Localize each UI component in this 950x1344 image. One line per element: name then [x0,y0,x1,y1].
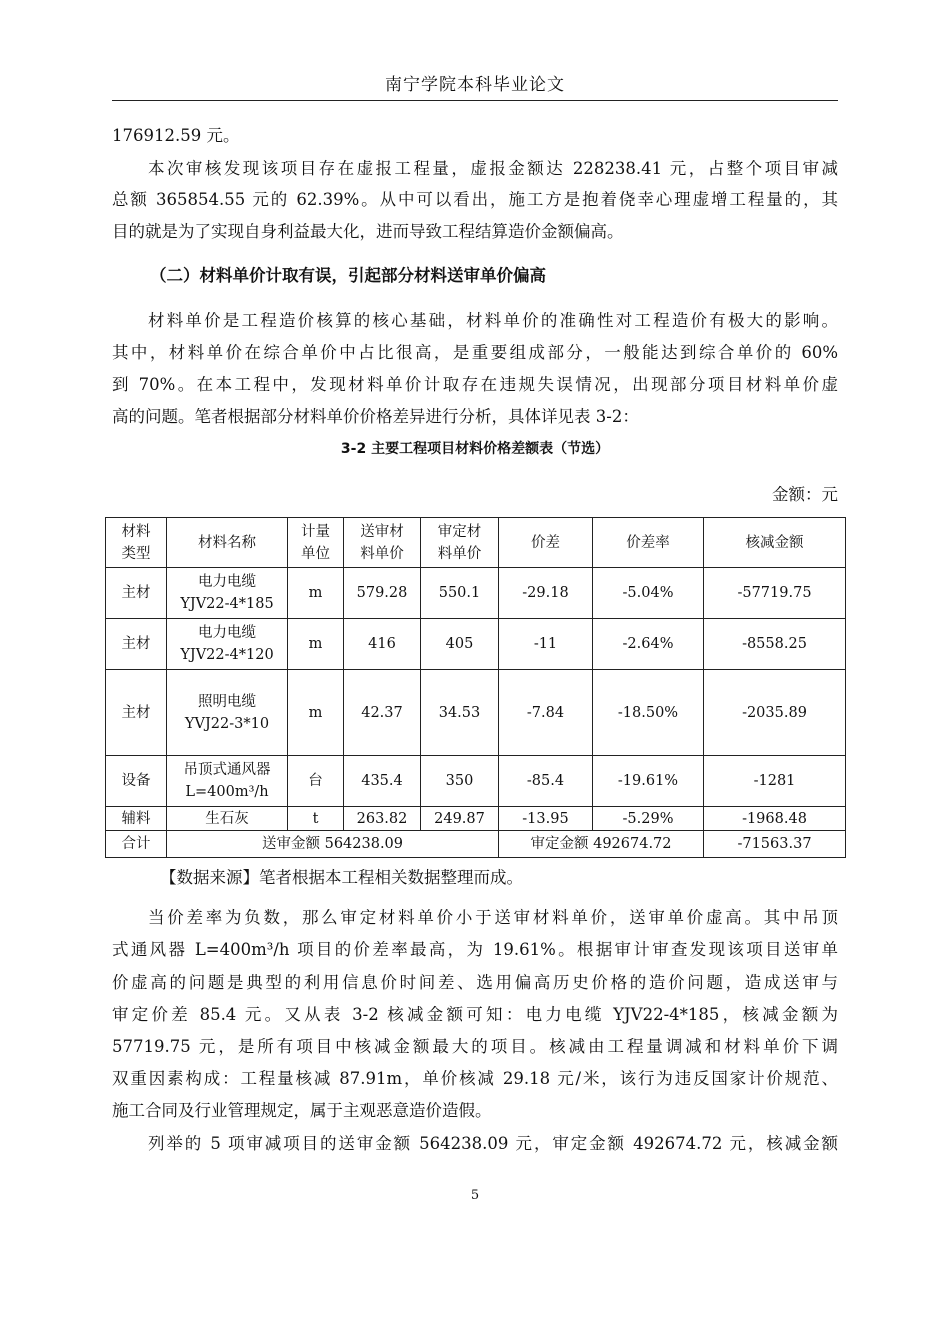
cell: m [288,568,344,619]
text-line: 本次审核发现该项目存在虚报工程量，虚报金额达 228238.41 元，占整个项目审减 [148,159,838,178]
cell: -71563.37 [704,831,846,858]
header-cell: 计量 单位 [288,518,344,568]
cell: 合计 [106,831,167,858]
cell: -57719.75 [704,568,846,619]
table-header-row [106,518,846,568]
header-cell: 材料名称 [167,518,288,568]
header-cell: 审定材 料单价 [421,518,499,568]
text-line: 176912.59 元。 [112,126,240,145]
cell: 249.87 [421,807,499,831]
table-unit: 金额：元 [772,485,838,504]
cell: -85.4 [499,756,593,807]
cell: m [288,670,344,756]
table-row [106,756,846,807]
header-cell: 送审材 料单价 [344,518,421,568]
price-difference-table [105,517,846,858]
cell: 主材 [106,568,167,619]
cell: 405 [421,619,499,670]
text-line: 总额 365854.55 元的 62.39%。从中可以看出，施工方是抱着侥幸心理虚增工程量的，其 [112,190,838,209]
cell: 263.82 [344,807,421,831]
cell: 审定金额 492674.72 [499,831,704,858]
cell: -29.18 [499,568,593,619]
cell: -1968.48 [704,807,846,831]
cell: 吊顶式通风器 L=400m³/h [167,756,288,807]
table-row [106,670,846,756]
header-cell: 核减金额 [704,518,846,568]
table-title: 3-2 主要工程项目材料价格差额表（节选） [340,441,610,457]
cell: -1281 [704,756,846,807]
cell: -5.04% [593,568,704,619]
cell: -8558.25 [704,619,846,670]
table-total-row [106,831,846,858]
table-row [106,619,846,670]
header-rule [112,100,838,101]
cell: -7.84 [499,670,593,756]
cell: 设备 [106,756,167,807]
cell: 579.28 [344,568,421,619]
text-line: 审定价差 85.4 元。又从表 3-2 核减金额可知：电力电缆 YJV22-4*185，核减金额为 [112,1005,838,1024]
cell: 送审金额 564238.09 [167,831,499,858]
page-number: 5 [470,1188,480,1203]
text-line: 其中，材料单价在综合单价中占比很高，是重要组成部分，一般能达到综合单价的 60% [112,343,838,362]
cell: -13.95 [499,807,593,831]
cell: 34.53 [421,670,499,756]
cell: 42.37 [344,670,421,756]
table-source-note: 【数据来源】笔者根据本工程相关数据整理而成。 [160,868,523,887]
cell: -5.29% [593,807,704,831]
cell: 主材 [106,670,167,756]
text-line: 材料单价是工程造价核算的核心基础，材料单价的准确性对工程造价有极大的影响。 [148,311,838,330]
header-cell: 价差 [499,518,593,568]
cell: 电力电缆 YJV22-4*185 [167,568,288,619]
table-row [106,807,846,831]
table-row [106,568,846,619]
header-cell: 材料 类型 [106,518,167,568]
cell: -19.61% [593,756,704,807]
page-header-title: 南宁学院本科毕业论文 [385,75,565,95]
cell: 350 [421,756,499,807]
section-heading: （二）材料单价计取有误，引起部分材料送审单价偏高 [150,266,546,285]
text-line: 到 70%。在本工程中，发现材料单价计取存在违规失误情况，出现部分项目材料单价虚 [112,375,838,394]
text-line: 价虚高的问题是典型的利用信息价时间差、选用偏高历史价格的造价问题，造成送审与 [112,973,838,992]
cell: -2.64% [593,619,704,670]
cell: 电力电缆 YJV22-4*120 [167,619,288,670]
text-line: 双重因素构成：工程量核减 87.91m，单价核减 29.18 元/米，该行为违反国家计价规范、 [112,1069,838,1088]
cell: -2035.89 [704,670,846,756]
text-line: 目的就是为了实现自身利益最大化，进而导致工程结算造价金额偏高。 [112,222,624,241]
cell: 435.4 [344,756,421,807]
text-line: 施工合同及行业管理规定，属于主观恶意造价造假。 [112,1101,492,1120]
cell: m [288,619,344,670]
text-line: 57719.75 元，是所有项目中核减金额最大的项目。核减由工程量调减和材料单价下调 [112,1037,838,1056]
cell: -11 [499,619,593,670]
text-line: 高的问题。笔者根据部分材料单价价格差异进行分析，具体详见表 3-2： [112,407,639,426]
cell: -18.50% [593,670,704,756]
cell: 416 [344,619,421,670]
text-line: 式通风器 L=400m³/h 项目的价差率最高，为 19.61%。根据审计审查发现该项目送审单 [112,940,838,959]
text-line: 列举的 5 项审减项目的送审金额 564238.09 元，审定金额 492674.72 元，核减金额 [148,1134,838,1153]
text-line: 当价差率为负数，那么审定材料单价小于送审材料单价，送审单价虚高。其中吊顶 [148,908,838,927]
cell: 550.1 [421,568,499,619]
cell: 台 [288,756,344,807]
cell: t [288,807,344,831]
cell: 辅料 [106,807,167,831]
cell: 主材 [106,619,167,670]
cell: 生石灰 [167,807,288,831]
header-cell: 价差率 [593,518,704,568]
cell: 照明电缆 YVJ22-3*10 [167,670,288,756]
